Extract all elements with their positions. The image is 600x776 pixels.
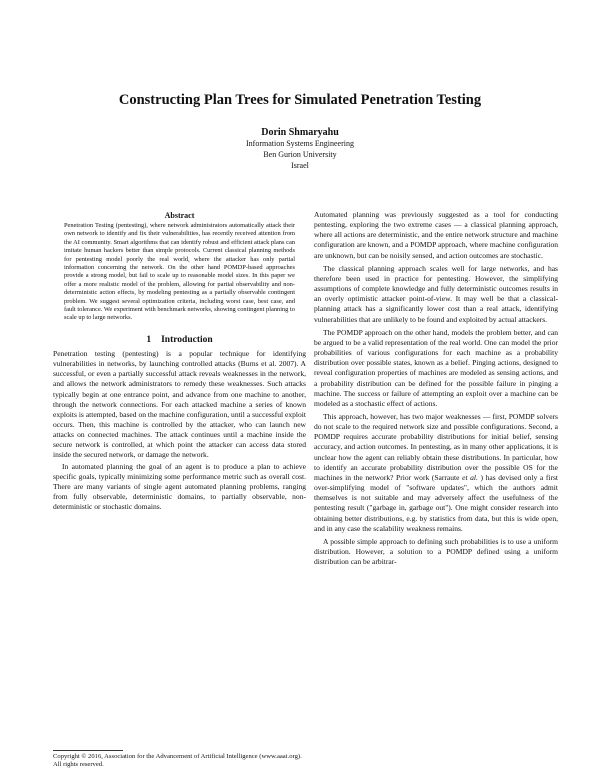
body-paragraph-4: [314, 412, 558, 534]
intro-paragraph-1: Penetration testing (pentesting) is a popular technique for identifying vulnerabilities in networks, by launching controlled attacks (Burns et al. 2007). A successful, or even a partially successful attack reveals weaknesses in the network, and allows the network administrators to remedy these weaknesses. Such attacks typically begin at one entrance point, and advance from one machine to another, through the network connections. For each attacked machine a series of known exploits is attempted, based on the machine configuration, until a successful exploit occurs. Then, this machine is controlled by the attacker, who can launch new attacks on connected machines. The attack continues until a machine inside the secure network is controlled, at which point the attacker can access data stored inside the secured network, or damage the network.: [53, 348, 306, 460]
intro-paragraph-2: In automated planning the goal of an agent is to produce a plan to achieve specific goals, typically minimizing some performance metric such as overall cost. There are many variants of single agent automated planning problems, ranging from fully observable, deterministic domains, to partially observable, non-deterministic or stochastic domains.: [53, 461, 306, 512]
abstract-text: Penetration Testing (pentesting), where network administrators automatically attack their own network to identify and fix their vulnerabilities, has recently received attention from the AI community. Smart algorithms that can identify robust and efficient attack plans can imitate human hackers better than simple protocols. Current classical planning methods for pentesting model poorly the real world, where the attacker has only partial information concerning the network. On the other hand POMDP-based approaches provide a strong model, but fail to scale up to reasonable model sizes. In this paper we offer a more realistic model of the problem, allowing for partial observability and non-deterministic action effects, by modeling pentesting as a partially observable contingent problem. We suggest several optimization criteria, including worst case, best case, and fault tolerance. We experiment with benchmark networks, showing contingent planning to scale up to large networks.: [64, 222, 295, 322]
paper-title: Constructing Plan Trees for Simulated Penetration Testing: [118, 92, 482, 108]
author-department: Information Systems Engineering: [246, 139, 354, 148]
body-paragraph-1: Automated planning was previously suggested as a tool for conducting pentesting, exploring the two extreme cases — a classical planning approach, where all actions are deterministic, and the entire network structure and machine configuration are known, and a POMDP approach, where machine configuration are unknown, but can be noisily sensed, and action outcomes are stochastic.: [314, 210, 558, 260]
section-number: 1: [146, 334, 152, 345]
body-paragraph-4-part-b: ) has devised only a first over-simplifying model of "software updates", which the authors admit themselves is not suitable and may adversely affect the usefulness of the pentesting result ("garbage in, garbage out"). One might consider research into obtaining better distributions, e.g. by statistics from data, but this is wide open, and in any case the scalability weakness remains.: [314, 472, 559, 533]
author-university: Ben Gurion University: [263, 149, 337, 159]
author-name: Dorin Shmaryahu: [261, 127, 339, 138]
right-column: [314, 210, 558, 570]
section-heading-introduction: [53, 334, 306, 347]
abstract-heading: Abstract: [164, 211, 195, 220]
section-title: Introduction: [161, 334, 213, 345]
author-block: [0, 126, 600, 171]
body-paragraph-4-part-a: This approach, however, has two major weaknesses — first, POMDP solvers do not scale to the required network size and possible configurations. Second, a POMDP requires accurate probability distributions for initial belief, sensing accuracy, and action outcomes. In pentesting, as in many other applications, it is unclear how the agent can reliably obtain these distributions. In particular, how to identify an accurate probability distribution over the possible OS for the machines in the network? Prior work (Sarraute: [314, 411, 558, 482]
copyright-footnote: Copyright © 2016, Association for the Advancement of Artificial Intelligence (www.aaai.org). All rights reserved.: [53, 753, 302, 769]
body-paragraph-5: A possible simple approach to defining such probabilities is to use a uniform distribution. However, a solution to a POMDP defined using a uniform distribution can be arbitrar-: [314, 536, 558, 567]
left-column: [53, 210, 306, 513]
body-paragraph-3: The POMDP approach on the other hand, models the problem better, and can be argued to be a valid representation of the real world. One can model the prior probabilities of various configurations for each machine as a probability distribution over possible states, known as a belief. Pinging actions, designed to reveal configuration properties of machines are modeled as sensing actions, and a probability distribution can be defined for the possible failure in pinging a machine. The success or failure of attempting an exploit over a machine can be modeled as a stochastic effect of actions.: [314, 327, 558, 408]
citation-etal: et al.: [462, 472, 478, 482]
body-paragraph-2: The classical planning approach scales well for large networks, and has therefore been used in practice for pentesting. However, the simplifying assumptions of complete knowledge and fully deterministic outcomes results in an overly optimistic attacker point-of-view. It may well be that a classical-planning attack has a significantly lower cost than a real attack, identifying vulnerabilities that are unlikely to be found and exploited by actual attackers.: [314, 263, 558, 324]
author-country: Israel: [291, 160, 309, 170]
footnote-divider: [53, 750, 123, 751]
